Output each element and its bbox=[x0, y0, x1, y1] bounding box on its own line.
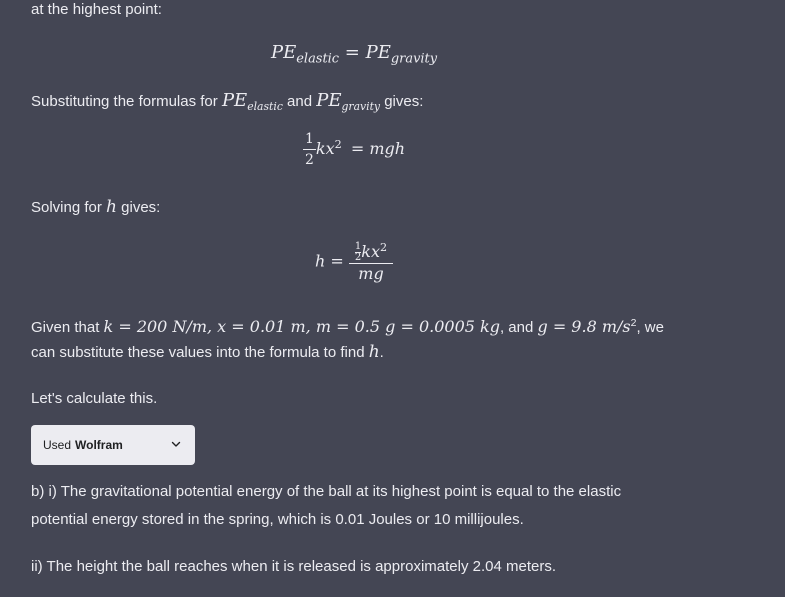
answer-b-i-line1: b) i) The gravitational potential energy of the ball at its highest point is equal to the elastic bbox=[31, 483, 622, 500]
tool-used-label: Used bbox=[43, 438, 72, 452]
answer-b-ii: ii) The height the ball reaches when it is released is approximately 2.04 meters. bbox=[31, 558, 556, 575]
given-text-line1: Given that k = 200 N/m, x = 0.01 m, m = 0.5 g = 0.0005 kg, and g = 9.8 $m/s^2$, we bbox=[31, 316, 664, 336]
substituting-text: Substituting the formulas for $PE_{elastic}$ and $PE_{gravity}$ gives: bbox=[31, 90, 424, 113]
intro-text: at the highest point: bbox=[31, 1, 162, 18]
solving-text: Solving for h gives: bbox=[31, 197, 161, 217]
lets-calculate-text: Let's calculate this. bbox=[31, 390, 158, 407]
equation-pe-equal: $PE_{elastic} = PE_{gravity}$ bbox=[271, 42, 438, 67]
chevron-down-icon bbox=[170, 438, 182, 450]
answer-b-i-line2: potential energy stored in the spring, which is 0.01 Joules or 10 millijoules. bbox=[31, 511, 524, 528]
tool-name: Wolfram bbox=[75, 438, 123, 452]
equation-height: h = $\frac{1}{2}$ $kx^2$ mg bbox=[315, 238, 393, 284]
given-text-line2: can substitute these values into the formula to find h. bbox=[31, 342, 384, 362]
used-wolfram-toggle[interactable] bbox=[31, 425, 195, 465]
equation-energy-balance: $\frac{1}{2}$ $kx^2$ = mgh bbox=[305, 131, 406, 168]
